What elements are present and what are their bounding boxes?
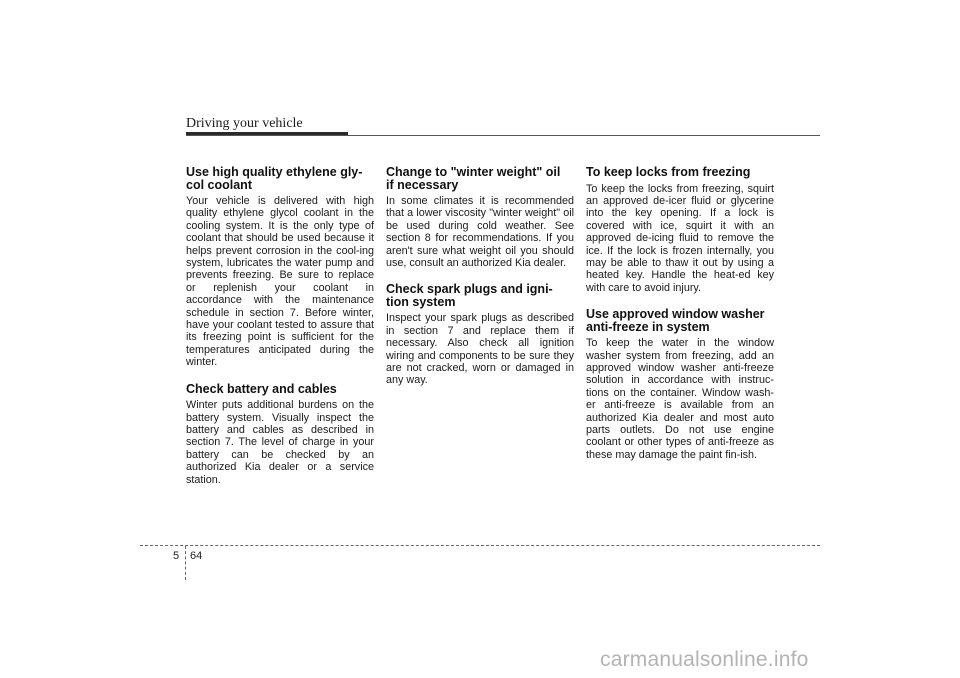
section-body-spark-plugs: Inspect your spark plugs as described in section 7 and replace them if necessary. Also check all ignition wiring and components to be sure they are not cracked, worn or damaged in any way. <box>386 312 574 387</box>
section-heading-oil: Change to "winter weight" oil if necessary <box>386 165 561 192</box>
footer-vertical-rule <box>185 546 186 580</box>
column-2 <box>386 166 574 401</box>
section-heading-battery: Check battery and cables <box>186 381 337 396</box>
section-body-locks: To keep the locks from freezing, squirt an approved de-icer fluid or glycerine into the key opening. If a lock is covered with ice, squirt it with an approved de-icing fluid to remove the ice. If the lock is frozen internally, you may be able to thaw it out by using a heated key. Handle the heat-ed key with care to avoid injury. <box>586 182 774 294</box>
section-heading-locks: To keep locks from freezing <box>586 165 751 179</box>
column-3 <box>586 166 774 475</box>
section-heading-washer: Use approved window washer anti-freeze in system <box>586 307 765 334</box>
section-body-coolant: Your vehicle is delivered with high quality ethylene glycol coolant in the cooling system. It is the only type of coolant that should be used because it helps prevent corrosion in the cool-ing system, lubricates the water pump and prevents freezing. Be sure to replace or replenish your coolant in accordance with the maintenance schedule in section 7. Before winter, have your coolant tested to assure that its freezing point is sufficient for the temperatures anticipated during the winter. <box>186 195 374 369</box>
column-1 <box>186 166 374 500</box>
footer-dashed-rule <box>140 545 820 546</box>
section-body-washer: To keep the water in the window washer system from freezing, add an approved window washer anti-freeze solution in accordance with instruc-tions on the container. Window wash-er anti-freeze is available from an authorized Kia dealer and most auto parts outlets. Do not use engine coolant or other types of anti-freeze as these may damage the paint fin-ish. <box>586 337 774 461</box>
header-rule <box>186 135 820 136</box>
section-body-oil: In some climates it is recommended that a lower viscosity "winter weight" oil be used during cold weather. See section 8 for recommendations. If you aren't sure what weight oil you should use, consult an authorized Kia dealer. <box>386 195 574 270</box>
footer-section-number: 5 <box>173 550 180 562</box>
footer-page-number: 64 <box>190 550 203 562</box>
section-heading-coolant: Use high quality ethylene gly- col coolant <box>186 165 363 192</box>
page-header-title: Driving your vehicle <box>186 116 303 131</box>
section-heading-spark-plugs: Check spark plugs and igni- tion system <box>386 282 553 309</box>
section-body-battery: Winter puts additional burdens on the battery system. Visually inspect the battery and cables as described in section 7. The level of charge in your battery can be checked by an authorized Kia dealer or a service station. <box>186 399 374 486</box>
watermark-text: carmanualsonline.info <box>600 648 809 671</box>
